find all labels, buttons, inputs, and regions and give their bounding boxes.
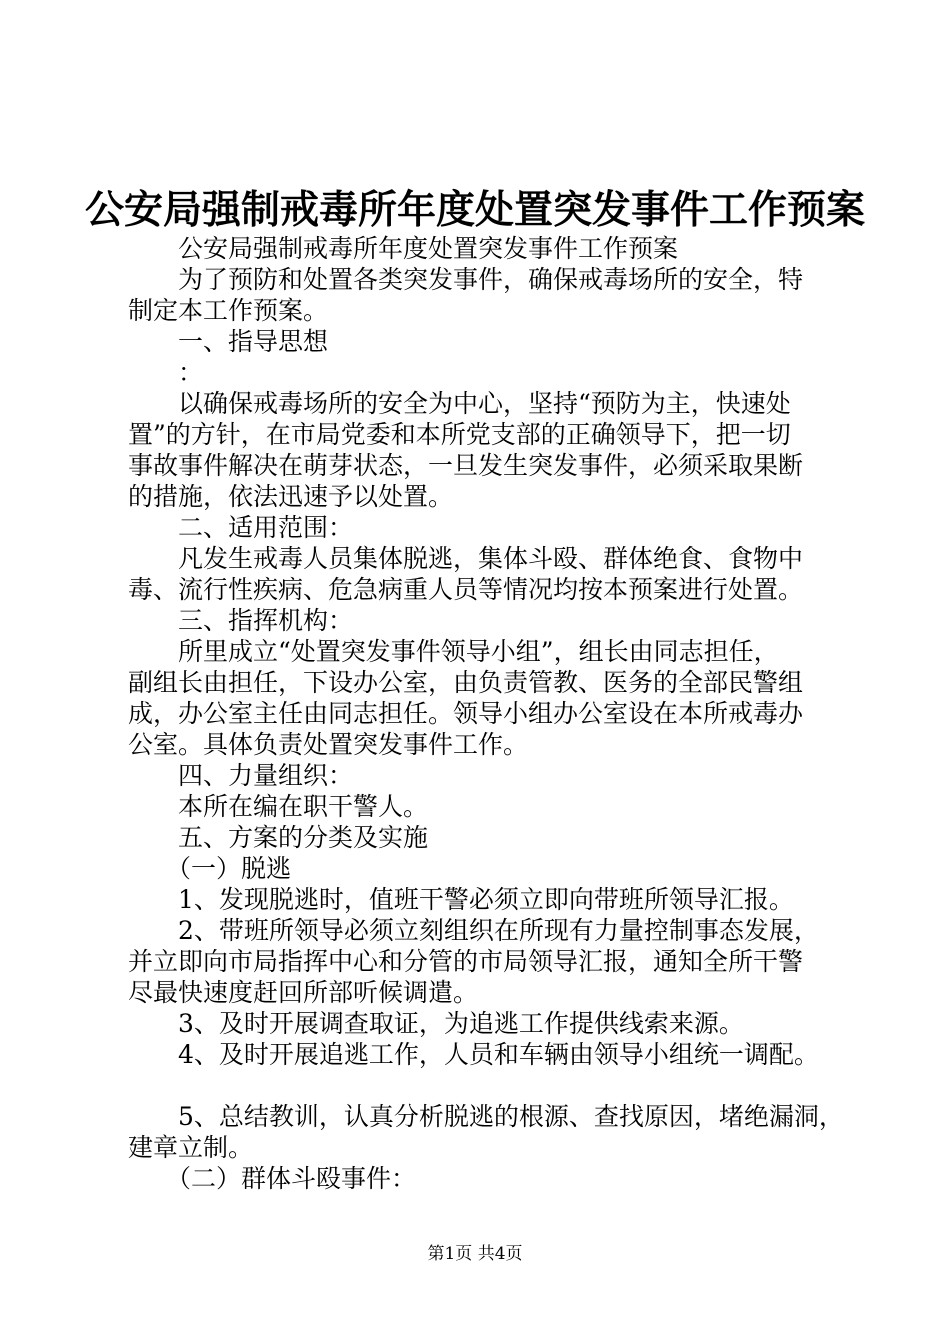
paragraph-line: 2、带班所领导必须立刻组织在所现有力量控制事态发展， [178, 916, 819, 945]
paragraph-line: 的措施，依法迅速予以处置。 [128, 482, 454, 511]
section-heading: 五、方案的分类及实施 [178, 823, 429, 852]
paragraph-line: 建章立制。 [128, 1133, 254, 1162]
paragraph-line: 公安局强制戒毒所年度处置突发事件工作预案 [178, 234, 679, 263]
paragraph-line: 公室。具体负责处置突发事件工作。 [128, 730, 529, 759]
paragraph-line: 以确保戒毒场所的安全为中心，坚持“预防为主，快速处 [178, 389, 791, 418]
paragraph-line: 所里成立“处置突发事件领导小组”，组长由同志担任， [178, 637, 779, 666]
paragraph-line: 制定本工作预案。 [128, 296, 329, 325]
paragraph-line: 为了预防和处置各类突发事件，确保戒毒场所的安全，特 [178, 265, 804, 294]
document-title: 公安局强制戒毒所年度处置突发事件工作预案 [84, 187, 865, 233]
paragraph-line: 毒、流行性疾病、危急病重人员等情况均按本预案进行处置。 [128, 575, 804, 604]
paragraph-line: ： [178, 358, 204, 387]
paragraph-line: 副组长由担任，下设办公室，由负责管教、医务的全部民警组 [128, 668, 804, 697]
paragraph-line: 事故事件解决在萌芽状态，一旦发生突发事件，必须采取果断 [128, 451, 804, 480]
paragraph-line: 1、发现脱逃时，值班干警必须立即向带班所领导汇报。 [178, 885, 794, 914]
section-heading: 三、指挥机构： [178, 606, 354, 635]
paragraph-line: 凡发生戒毒人员集体脱逃，集体斗殴、群体绝食、食物中 [178, 544, 804, 573]
page-number: 第1页 共4页 [427, 1244, 523, 1264]
paragraph-line: 3、及时开展调查取证，为追逃工作提供线索来源。 [178, 1009, 744, 1038]
subsection-heading: （二）群体斗殴事件： [166, 1164, 417, 1193]
blank-line [128, 1070, 840, 1101]
section-heading: 四、力量组织： [178, 761, 354, 790]
section-heading: 一、指导思想 [178, 327, 329, 356]
section-heading: 二、适用范围： [178, 513, 354, 542]
document-body [128, 233, 844, 1194]
paragraph-line: 成，办公室主任由同志担任。领导小组办公室设在本所戒毒办 [128, 699, 804, 728]
paragraph-line: 本所在编在职干警人。 [178, 792, 429, 821]
paragraph-line: 4、及时开展追逃工作，人员和车辆由领导小组统一调配。 [178, 1040, 819, 1069]
subsection-heading: （一）脱逃 [166, 854, 292, 883]
paragraph-line: 并立即向市局指挥中心和分管的市局领导汇报，通知全所干警 [128, 947, 804, 976]
paragraph-line: 5、总结教训，认真分析脱逃的根源、查找原因，堵绝漏洞， [178, 1102, 844, 1131]
paragraph-line: 尽最快速度赶回所部听候调遣。 [128, 978, 479, 1007]
paragraph-line: 置”的方针，在市局党委和本所党支部的正确领导下，把一切 [128, 420, 791, 449]
